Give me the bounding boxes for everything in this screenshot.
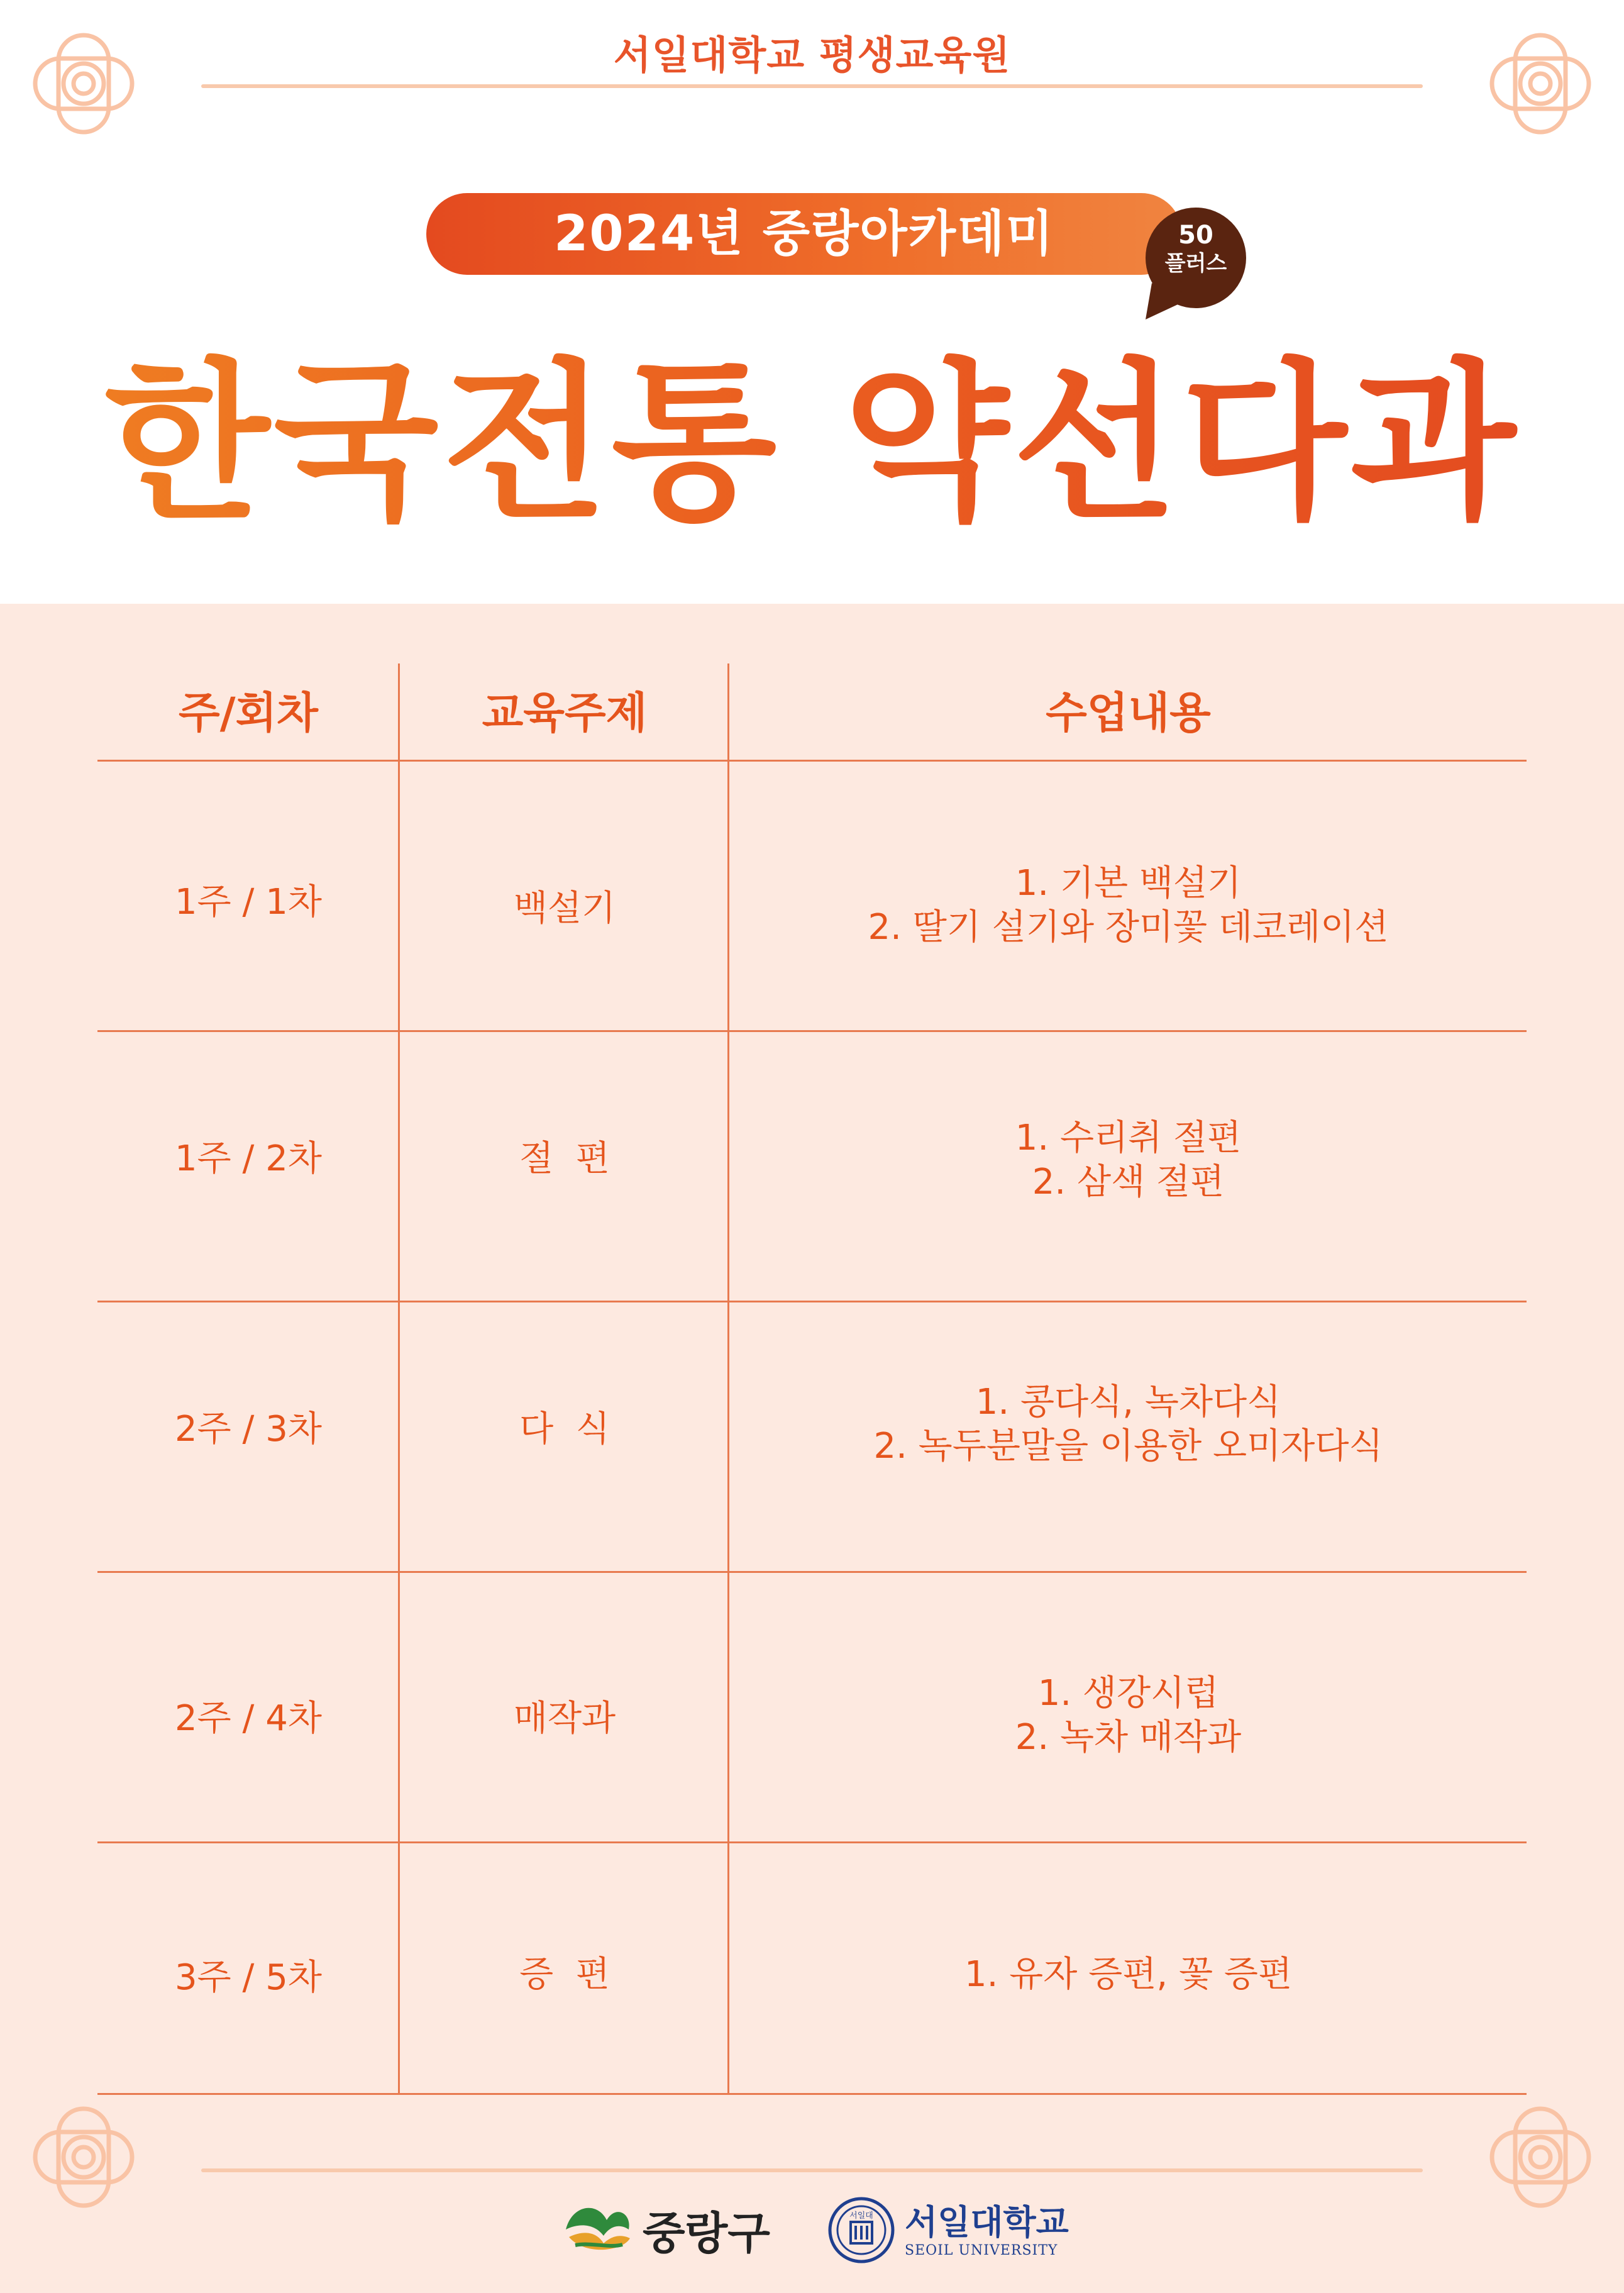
footer-divider (201, 2168, 1423, 2172)
table-cell-topic: 다 식 (519, 1409, 610, 1450)
badge-label (1139, 220, 1252, 277)
table-cell-topic: 매작과 (513, 1698, 616, 1739)
content-line: 1. 생강시럽 (1037, 1673, 1219, 1714)
table-cell-session: 2주 / 4차 (175, 1698, 322, 1739)
column-divider (727, 663, 729, 2094)
header-divider (201, 84, 1423, 88)
table-divider (97, 1571, 1527, 1573)
jungnang-logo-icon (560, 2198, 635, 2261)
jungnang-logo (560, 2195, 770, 2264)
content-line: 1. 기본 백설기 (1015, 863, 1242, 904)
table-cell-content (730, 862, 1527, 950)
content-line: 1. 콩다식, 녹차다식 (975, 1382, 1281, 1423)
column-header-content: 수업내용 (1046, 689, 1211, 738)
table-cell-content (730, 1116, 1527, 1204)
table-cell-topic: 절 편 (519, 1138, 610, 1179)
content-line: 2. 딸기 설기와 장미꽃 데코레이션 (868, 907, 1389, 948)
table-divider (97, 1301, 1527, 1302)
table-cell-session: 1주 / 1차 (175, 882, 322, 923)
seoil-emblem-icon (827, 2196, 896, 2265)
seoil-emblem-label: 서일대 (849, 2211, 873, 2221)
table-divider (97, 1030, 1527, 1032)
table-divider (97, 760, 1527, 762)
table-divider (97, 2093, 1527, 2095)
table-cell-content (730, 1380, 1527, 1469)
table-cell-session: 1주 / 2차 (175, 1138, 322, 1179)
seoil-logo-subtext: SEOIL UNIVERSITY (905, 2242, 1058, 2258)
flower-ornament-icon (1487, 2104, 1594, 2211)
content-line: 2. 녹두분말을 이용한 오미자다식 (873, 1426, 1383, 1467)
table-cell-session: 3주 / 5차 (175, 1957, 322, 1998)
seoil-logo-text-block (905, 2202, 1069, 2258)
flower-ornament-icon (1487, 30, 1594, 137)
flower-ornament-icon (30, 30, 137, 137)
column-divider (398, 663, 400, 2094)
seoil-logo (827, 2192, 1069, 2268)
jungnang-logo-text: 중랑구 (643, 2207, 770, 2259)
table-cell-content (730, 1672, 1527, 1760)
content-line: 2. 녹차 매작과 (1015, 1717, 1242, 1758)
seoil-logo-text: 서일대학교 (905, 2202, 1069, 2242)
table-cell-session: 2주 / 3차 (175, 1409, 322, 1450)
table-cell-topic: 증 편 (519, 1954, 610, 1995)
badge-word: 플러스 (1164, 251, 1227, 276)
table-cell-content (730, 1953, 1527, 1997)
page-title-text: 한국전통 약선다과 (104, 344, 1520, 543)
table-divider (97, 1841, 1527, 1843)
column-header-topic: 교육주제 (482, 689, 648, 738)
content-line: 2. 삼색 절편 (1032, 1162, 1225, 1202)
program-pill: 2024년 중랑아카데미 (426, 193, 1182, 275)
content-line: 1. 수리취 절편 (1015, 1118, 1242, 1158)
organization-name: 서일대학교 평생교육원 (613, 32, 1011, 78)
badge-number: 50 (1178, 221, 1213, 250)
content-line: 1. 유자 증편, 꽃 증편 (964, 1954, 1293, 1995)
page-title (0, 344, 1624, 543)
column-header-session: 주/회차 (179, 689, 318, 738)
flower-ornament-icon (30, 2104, 137, 2211)
table-cell-topic: 백설기 (513, 888, 616, 929)
